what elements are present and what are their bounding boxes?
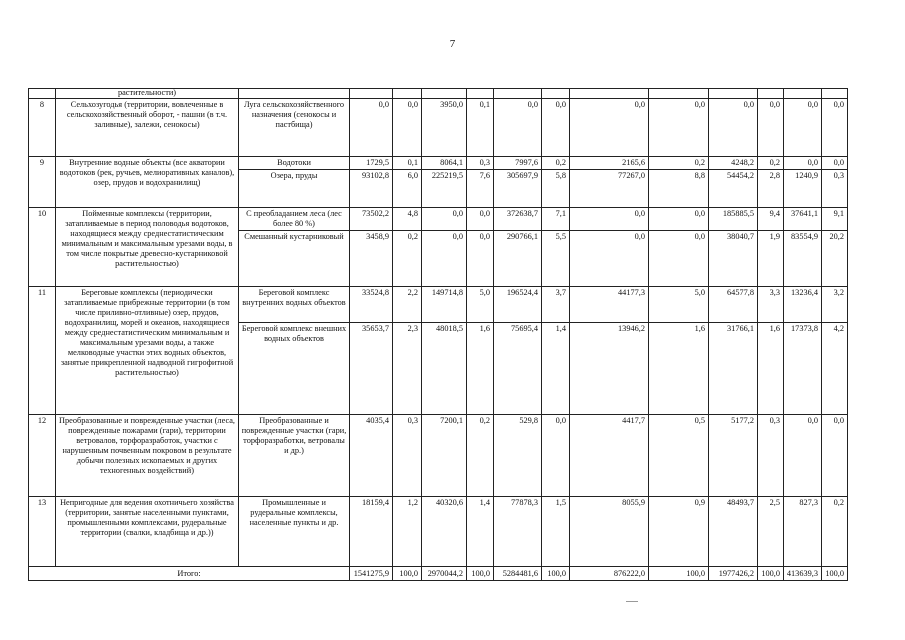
- habitat-table: [28, 88, 848, 581]
- subtype-name: Береговой комплекс внешних водных объектов: [239, 323, 350, 415]
- area-value: 196524,4: [494, 287, 542, 323]
- total-percent-value: 100,0: [467, 567, 494, 581]
- percent-value: 5,0: [467, 287, 494, 323]
- total-row: [29, 567, 848, 581]
- percent-value: 1,6: [649, 323, 709, 415]
- percent-value: 5,5: [542, 231, 570, 287]
- percent-value: 0,0: [758, 99, 784, 157]
- total-percent-value: 100,0: [649, 567, 709, 581]
- area-value: 44177,3: [570, 287, 649, 323]
- subtype-name: С преобладанием леса (лес более 80 %): [239, 208, 350, 231]
- table-row: [29, 497, 848, 567]
- area-value: 827,3: [784, 497, 822, 567]
- subtype-name: Смешанный кустарниковый: [239, 231, 350, 287]
- percent-value: 0,3: [467, 157, 494, 170]
- percent-value: 0,3: [758, 415, 784, 497]
- continuation-text: растительности): [56, 89, 239, 99]
- area-value: 3458,9: [350, 231, 393, 287]
- percent-value: 0,2: [393, 231, 422, 287]
- total-area-value: 5284481,6: [494, 567, 542, 581]
- percent-value: 0,0: [542, 415, 570, 497]
- scan-mark: [626, 601, 638, 602]
- area-value: 1729,5: [350, 157, 393, 170]
- percent-value: 1,9: [758, 231, 784, 287]
- area-value: 0,0: [784, 157, 822, 170]
- category-name: Сельхозугодья (территории, вовлеченные в сельскохозяйственный оборот, - пашни (в т.ч. заливные), залежи, сенокосы): [56, 99, 239, 157]
- area-value: 0,0: [422, 231, 467, 287]
- percent-value: 20,2: [822, 231, 848, 287]
- table-row: [29, 287, 848, 323]
- area-value: 0,0: [422, 208, 467, 231]
- percent-value: 1,4: [467, 497, 494, 567]
- subtype-name: Промышленные и рудеральные комплексы, населенные пункты и др.: [239, 497, 350, 567]
- total-percent-value: 100,0: [822, 567, 848, 581]
- percent-value: 1,2: [393, 497, 422, 567]
- percent-value: 9,1: [822, 208, 848, 231]
- area-value: 48493,7: [709, 497, 758, 567]
- area-value: 64577,8: [709, 287, 758, 323]
- percent-value: 9,4: [758, 208, 784, 231]
- area-value: 77267,0: [570, 170, 649, 208]
- subtype-name: Береговой комплекс внутренних водных объектов: [239, 287, 350, 323]
- total-label: Итого:: [29, 567, 350, 581]
- area-value: 0,0: [570, 231, 649, 287]
- percent-value: 0,0: [822, 157, 848, 170]
- percent-value: 4,2: [822, 323, 848, 415]
- area-value: 75695,4: [494, 323, 542, 415]
- percent-value: 1,4: [542, 323, 570, 415]
- table-row: [29, 157, 848, 170]
- area-value: 149714,8: [422, 287, 467, 323]
- percent-value: 8,8: [649, 170, 709, 208]
- row-number: 11: [29, 287, 56, 415]
- total-area-value: 1541275,9: [350, 567, 393, 581]
- area-value: 290766,1: [494, 231, 542, 287]
- area-value: 13946,2: [570, 323, 649, 415]
- percent-value: 6,0: [393, 170, 422, 208]
- area-value: 0,0: [784, 99, 822, 157]
- percent-value: 5,8: [542, 170, 570, 208]
- area-value: 5177,2: [709, 415, 758, 497]
- percent-value: 3,2: [822, 287, 848, 323]
- area-value: 0,0: [784, 415, 822, 497]
- percent-value: 0,2: [542, 157, 570, 170]
- total-area-value: 2970044,2: [422, 567, 467, 581]
- percent-value: 0,5: [649, 415, 709, 497]
- area-value: 185885,5: [709, 208, 758, 231]
- area-value: 83554,9: [784, 231, 822, 287]
- percent-value: 0,2: [822, 497, 848, 567]
- area-value: 3950,0: [422, 99, 467, 157]
- percent-value: 0,0: [649, 99, 709, 157]
- area-value: 18159,4: [350, 497, 393, 567]
- area-value: 1240,9: [784, 170, 822, 208]
- area-value: 17373,8: [784, 323, 822, 415]
- table-row: [29, 415, 848, 497]
- table-row: [29, 208, 848, 231]
- area-value: 4035,4: [350, 415, 393, 497]
- area-value: 38040,7: [709, 231, 758, 287]
- percent-value: 1,6: [758, 323, 784, 415]
- category-name: Внутренние водные объекты (все акватории водотоков (рек, ручьев, мелиоративных каналов), озер, прудов и водохранилищ): [56, 157, 239, 208]
- percent-value: 0,9: [649, 497, 709, 567]
- total-percent-value: 100,0: [758, 567, 784, 581]
- percent-value: 0,0: [822, 99, 848, 157]
- percent-value: 4,8: [393, 208, 422, 231]
- row-number: 10: [29, 208, 56, 287]
- table-container: [28, 88, 848, 581]
- area-value: 77878,3: [494, 497, 542, 567]
- category-name: Береговые комплексы (периодически затапливаемые прибрежные территории (в том числе приливно-отливные) озер, прудов, водохранилищ, морей и океанов, находящиеся между среднестатистическим минимальным и максимальным урезами воды, а также мелководные участки этих водных объектов, занятые прикрепленной надводной гигрофитной растительностью): [56, 287, 239, 415]
- percent-value: 5,0: [649, 287, 709, 323]
- percent-value: 1,5: [542, 497, 570, 567]
- area-value: 0,0: [709, 99, 758, 157]
- row-number: 8: [29, 99, 56, 157]
- percent-value: 0,0: [822, 415, 848, 497]
- total-percent-value: 100,0: [542, 567, 570, 581]
- area-value: 7200,1: [422, 415, 467, 497]
- percent-value: 0,0: [649, 231, 709, 287]
- subtype-name: Водотоки: [239, 157, 350, 170]
- category-name: Непригодные для ведения охотничьего хозяйства (территории, занятые населенными пунктами, промышленными комплексами, рудеральные территории (свалки, кладбища и др.)): [56, 497, 239, 567]
- percent-value: 2,5: [758, 497, 784, 567]
- total-area-value: 413639,3: [784, 567, 822, 581]
- area-value: 48018,5: [422, 323, 467, 415]
- total-area-value: 1977426,2: [709, 567, 758, 581]
- area-value: 0,0: [494, 99, 542, 157]
- continuation-row: [29, 89, 848, 99]
- area-value: 305697,9: [494, 170, 542, 208]
- percent-value: 3,3: [758, 287, 784, 323]
- area-value: 54454,2: [709, 170, 758, 208]
- area-value: 2165,6: [570, 157, 649, 170]
- percent-value: 0,0: [393, 99, 422, 157]
- percent-value: 0,1: [393, 157, 422, 170]
- area-value: 37641,1: [784, 208, 822, 231]
- area-value: 225219,5: [422, 170, 467, 208]
- area-value: 0,0: [570, 99, 649, 157]
- area-value: 4248,2: [709, 157, 758, 170]
- percent-value: 1,6: [467, 323, 494, 415]
- percent-value: 0,1: [467, 99, 494, 157]
- subtype-name: Луга сельскохозяйственного назначения (сенокосы и пастбища): [239, 99, 350, 157]
- subtype-name: Озера, пруды: [239, 170, 350, 208]
- total-percent-value: 100,0: [393, 567, 422, 581]
- area-value: 31766,1: [709, 323, 758, 415]
- area-value: 8055,9: [570, 497, 649, 567]
- percent-value: 0,0: [649, 208, 709, 231]
- table-row: [29, 99, 848, 157]
- category-name: Преобразованные и поврежденные участки (леса, поврежденные пожарами (гари), территории ветровалов, торфоразработок, участки с нарушенным почвенным покровом в результате добычи полезных ископаемых и других техногенных воздействий): [56, 415, 239, 497]
- percent-value: 7,6: [467, 170, 494, 208]
- area-value: 33524,8: [350, 287, 393, 323]
- row-number: 13: [29, 497, 56, 567]
- area-value: 0,0: [350, 99, 393, 157]
- percent-value: 0,0: [542, 99, 570, 157]
- percent-value: 0,2: [758, 157, 784, 170]
- area-value: 372638,7: [494, 208, 542, 231]
- row-number: 9: [29, 157, 56, 208]
- area-value: 40320,6: [422, 497, 467, 567]
- percent-value: 2,3: [393, 323, 422, 415]
- percent-value: 2,2: [393, 287, 422, 323]
- percent-value: 0,3: [822, 170, 848, 208]
- percent-value: 0,0: [467, 208, 494, 231]
- percent-value: 2,8: [758, 170, 784, 208]
- area-value: 73502,2: [350, 208, 393, 231]
- percent-value: 0,2: [467, 415, 494, 497]
- area-value: 4417,7: [570, 415, 649, 497]
- area-value: 13236,4: [784, 287, 822, 323]
- category-name: Пойменные комплексы (территории, затапливаемые в период половодья водотоков, находящиеся между среднестатистическим минимальным и максимальным урезами воды, в том числе покрытые древесно-кустарниковой растительностью): [56, 208, 239, 287]
- percent-value: 0,0: [467, 231, 494, 287]
- area-value: 0,0: [570, 208, 649, 231]
- area-value: 93102,8: [350, 170, 393, 208]
- area-value: 35653,7: [350, 323, 393, 415]
- total-area-value: 876222,0: [570, 567, 649, 581]
- percent-value: 0,3: [393, 415, 422, 497]
- row-number: 12: [29, 415, 56, 497]
- page-number: 7: [449, 38, 456, 50]
- area-value: 7997,6: [494, 157, 542, 170]
- area-value: 8064,1: [422, 157, 467, 170]
- area-value: 529,8: [494, 415, 542, 497]
- percent-value: 0,2: [649, 157, 709, 170]
- percent-value: 3,7: [542, 287, 570, 323]
- percent-value: 7,1: [542, 208, 570, 231]
- subtype-name: Преобразованные и поврежденные участки (гари, торфоразработки, ветровалы и др.): [239, 415, 350, 497]
